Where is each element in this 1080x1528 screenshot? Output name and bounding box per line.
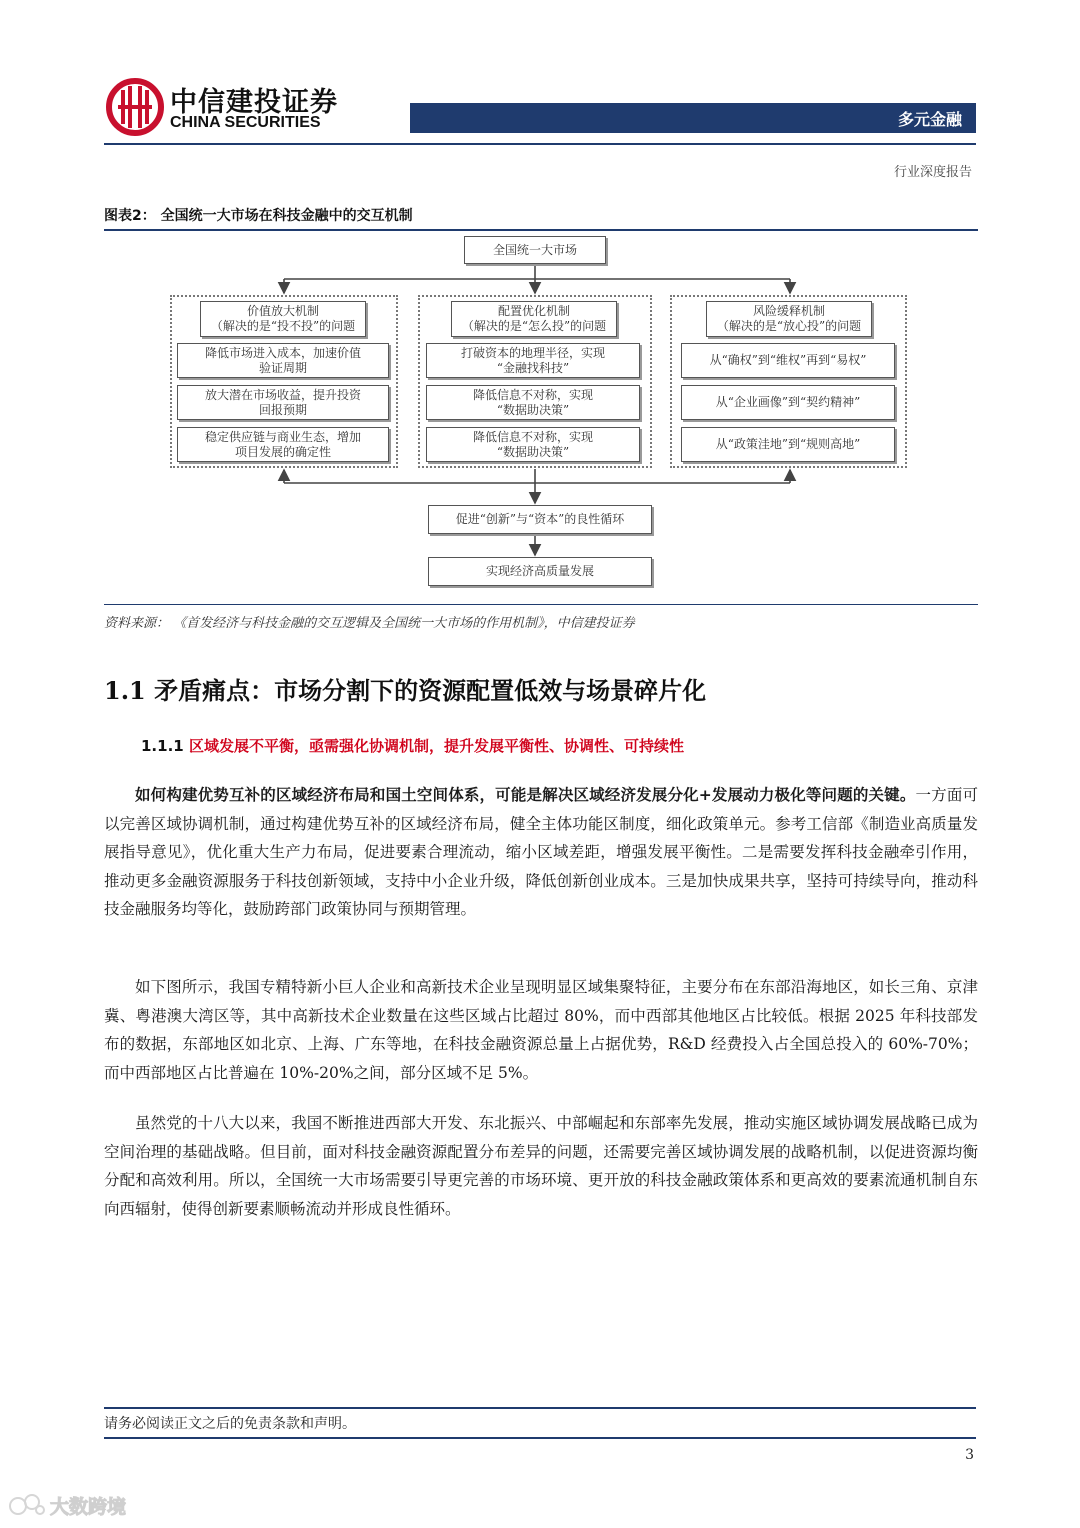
column3-heading: 风险缓释机制 （解决的是“放心投”的问题 <box>706 301 872 337</box>
figure-title: 图表2： 全国统一大市场在科技金融中的交互机制 <box>104 208 413 224</box>
paragraph-1 <box>104 781 978 924</box>
watermark <box>8 1490 148 1520</box>
column2-item1: 打破资本的地理半径，实现 “金融找科技” <box>426 343 640 378</box>
logo-text-en: CHINA SECURITIES <box>170 114 321 131</box>
column2-item2: 降低信息不对称，实现 “数据助决策” <box>426 385 640 420</box>
cycle-box: 促进“创新”与“资本”的良性循环 <box>428 505 652 534</box>
column1-item1: 降低市场进入成本，加速价值 验证周期 <box>177 343 389 378</box>
column1-item2: 放大潜在市场收益，提升投资 回报预期 <box>177 385 389 420</box>
column2-heading: 配置优化机制 （解决的是“怎么投”的问题 <box>451 301 617 337</box>
watermark-text: 大数跨境 <box>50 1495 127 1518</box>
column1-item3: 稳定供应链与商业生态，增加 项目发展的确定性 <box>177 427 389 462</box>
paragraph-1-lead: 如何构建优势互补的区域经济布局和国土空间体系，可能是解决区域经济发展分化+发展动力极化等问题的关键。 <box>135 786 916 804</box>
sector-banner <box>410 103 976 133</box>
subsection-number: 1.1.1 <box>141 737 189 755</box>
report-type: 行业深度报告 <box>893 165 972 180</box>
header-divider <box>104 143 976 145</box>
paragraph-1-body: 一方面可以完善区域协调机制，通过构建优势互补的区域经济布局，健全主体功能区制度，细化政策单元。参考工信部《制造业高质量发展指导意见》，优化重大生产力布局，促进要素合理流动，缩小区域差距，增强发展平衡性。二是需要发挥科技金融牵引作用，推动更多金融资源服务于科技创新领域，支持中小企业升级，降低创新创业成本。三是加快成果共享，坚持可持续导向，推动科技金融服务均等化，鼓励跨部门政策协同与预期管理。 <box>104 786 978 918</box>
company-logo <box>106 78 346 140</box>
column3-item1: 从“确权”到“维权”再到“易权” <box>681 343 895 378</box>
figure-bottom-rule <box>104 604 978 605</box>
footer-top-rule <box>104 1407 976 1409</box>
paragraph-3: 虽然党的十八大以来，我国不断推进西部大开发、东北振兴、中部崛起和东部率先发展，推动实施区域协调发展战略已成为空间治理的基础战略。但目前，面对科技金融资源配置分布差异的问题，还需要完善区域协调发展的战略机制，以促进资源均衡分配和高效利用。所以，全国统一大市场需要引导更完善的市场环境、更开放的科技金融政策体系和更高效的要素流通机制自东向西辐射，使得创新要素顺畅流动并形成良性循环。 <box>104 1114 978 1218</box>
subsection-title: 区域发展不平衡，亟需强化协调机制，提升发展平衡性、协调性、可持续性 <box>188 737 684 755</box>
column2-item3: 降低信息不对称，实现 “数据助决策” <box>426 427 640 462</box>
subsection-heading <box>141 735 684 756</box>
china-securities-logo-icon <box>106 78 164 136</box>
flow-diagram <box>104 231 978 603</box>
final-box: 实现经济高质量发展 <box>428 557 652 586</box>
disclaimer: 请务必阅读正文之后的免责条款和声明。 <box>104 1416 356 1432</box>
column3-item3: 从“政策洼地”到“规则高地” <box>681 427 895 462</box>
logo-text-cn: 中信建投证券 <box>170 87 338 118</box>
footer-bottom-rule <box>104 1437 976 1439</box>
paragraph-2: 如下图所示，我国专精特新小巨人企业和高新技术企业呈现明显区域集聚特征，主要分布在东部沿海地区，如长三角、京津冀、粤港澳大湾区等，其中高新技术企业数量在这些区域占比超过 80%，而中西部其他地区占比较低。根据 2025 年科技部发布的数据，东部地区如北京、上海、广东等地，在科技金融资源总量上占据优势，R&D 经费投入占全国总投入的 60%-70%；而中西部地区占比普遍在 10%-20%之间，部分区域不足 5%。 <box>104 978 978 1082</box>
column3-item2: 从“企业画像”到“契约精神” <box>681 385 895 420</box>
sector-label: 多元金融 <box>897 110 962 129</box>
watermark-logo-icon <box>8 1492 46 1518</box>
figure-source: 资料来源： 《首发经济与科技金融的交互逻辑及全国统一大市场的作用机制》，中信建投证券 <box>104 616 635 631</box>
top-box: 全国统一大市场 <box>464 236 606 264</box>
column1-heading: 价值放大机制 （解决的是“投不投”的问题 <box>200 301 366 337</box>
page-number: 3 <box>965 1447 974 1463</box>
section-heading: 1.1 矛盾痛点：市场分割下的资源配置低效与场景碎片化 <box>104 676 707 705</box>
